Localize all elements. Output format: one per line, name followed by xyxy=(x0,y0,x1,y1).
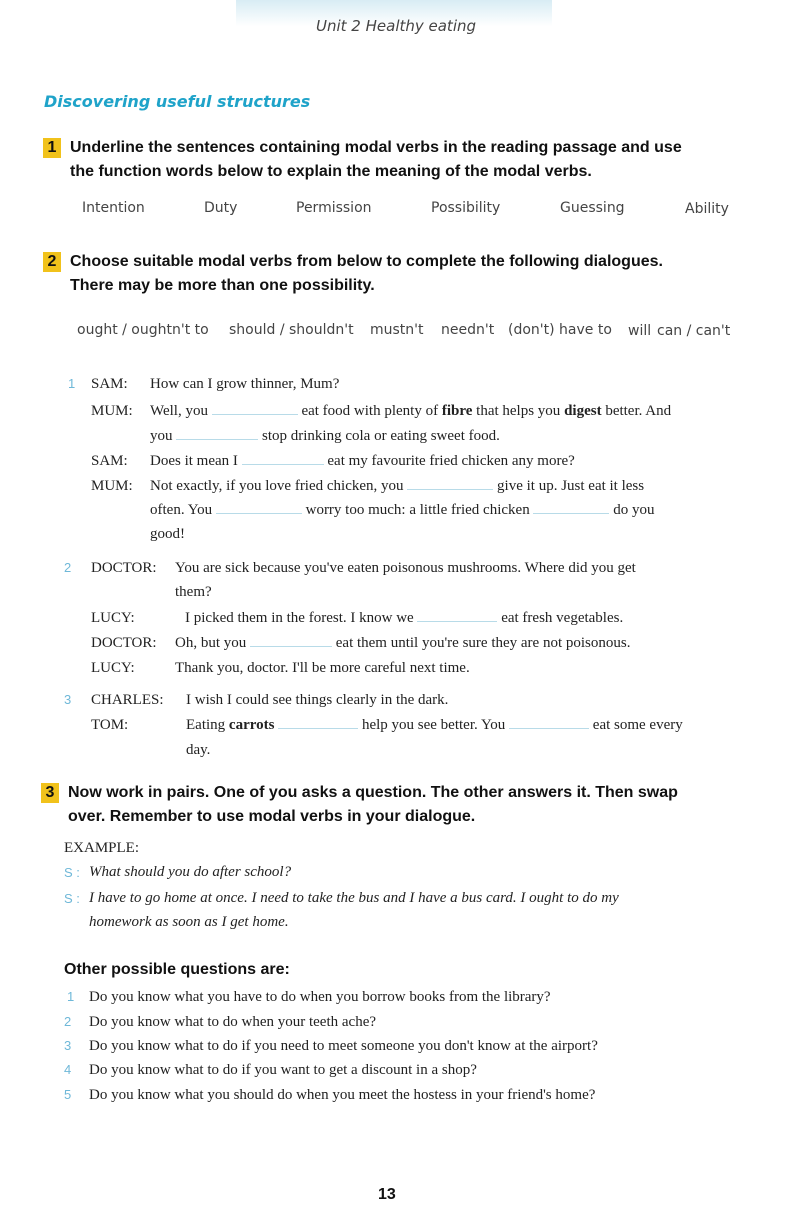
task-1-line-1: Underline the sentences containing modal verbs in the reading passage and use xyxy=(70,139,682,156)
dialogue-1-speaker-mum: MUM: xyxy=(91,403,133,419)
text-segment: you xyxy=(150,428,173,444)
modal-verb-6: will xyxy=(628,323,652,339)
answer-blank[interactable] xyxy=(176,425,258,440)
question-number-1: 1 xyxy=(67,989,75,1004)
function-word-1: Intention xyxy=(82,200,145,216)
task-1-instruction xyxy=(47,136,770,184)
dialogue-3-line-2 xyxy=(186,713,683,738)
dialogue-1-line-5 xyxy=(150,474,644,499)
answer-blank[interactable] xyxy=(509,714,589,729)
question-number-3: 3 xyxy=(64,1038,72,1053)
colon: : xyxy=(72,865,80,880)
answer-blank[interactable] xyxy=(212,400,298,415)
answer-blank[interactable] xyxy=(216,499,302,514)
function-word-2: Duty xyxy=(204,200,238,216)
question-2: Do you know what to do when your teeth ache? xyxy=(89,1014,377,1030)
text-segment: do you xyxy=(613,502,655,518)
dialogue-2-line-2: them? xyxy=(175,584,212,600)
dialogue-3-number: 3 xyxy=(64,692,72,707)
dialogue-2-line-4 xyxy=(175,631,630,656)
bold-word-digest: digest xyxy=(564,403,602,419)
text-segment: Eating xyxy=(186,717,226,733)
text-segment: help you see better. You xyxy=(361,717,506,733)
function-word-5: Guessing xyxy=(560,200,625,216)
text-segment: Does it mean I xyxy=(150,453,238,469)
text-segment: better. And xyxy=(605,403,672,419)
dialogue-1-speaker-sam-2: SAM: xyxy=(91,453,128,469)
question-4: Do you know what to do if you want to get a discount in a shop? xyxy=(89,1062,477,1078)
answer-blank[interactable] xyxy=(250,632,332,647)
text-segment: eat food with plenty of xyxy=(301,403,439,419)
dialogue-3-line-1: I wish I could see things clearly in the dark. xyxy=(186,692,449,708)
modal-verb-2: should / shouldn't xyxy=(229,322,354,338)
text-segment: eat my favourite fried chicken any more? xyxy=(327,453,575,469)
task-2-instruction xyxy=(47,250,770,298)
task-1-line-2: the function words below to explain the meaning of the modal verbs. xyxy=(70,163,592,180)
dialogue-1-speaker-sam: SAM: xyxy=(91,376,128,392)
task-3-instruction xyxy=(45,781,778,829)
question-number-4: 4 xyxy=(64,1062,72,1077)
dialogue-2-number: 2 xyxy=(64,560,72,575)
example-answer-line-2: homework as soon as I get home. xyxy=(89,914,289,930)
dialogue-2-line-3 xyxy=(185,606,623,631)
dialogue-2-line-5: Thank you, doctor. I'll be more careful next time. xyxy=(175,660,470,676)
question-5: Do you know what you should do when you meet the hostess in your friend's home? xyxy=(89,1087,596,1103)
text-segment: Not exactly, if you love fried chicken, you xyxy=(150,478,404,494)
task-2-number: 2 xyxy=(43,252,61,272)
text-segment: stop drinking cola or eating sweet food. xyxy=(262,428,500,444)
unit-title: Unit 2 Healthy eating xyxy=(316,17,477,35)
text-segment: eat them until you're sure they are not poisonous. xyxy=(335,635,631,651)
function-word-6: Ability xyxy=(685,201,729,217)
modal-verb-4: needn't xyxy=(441,322,495,338)
dialogue-1-line-7: good! xyxy=(150,526,185,542)
task-3-line-1: Now work in pairs. One of you asks a question. The other answers it. Then swap xyxy=(68,784,678,801)
modal-verb-3: mustn't xyxy=(370,322,424,338)
answer-blank[interactable] xyxy=(407,475,493,490)
text-segment: often. You xyxy=(150,502,213,518)
function-word-4: Possibility xyxy=(431,200,501,216)
text-segment: eat fresh vegetables. xyxy=(501,610,624,626)
bold-word-fibre: fibre xyxy=(441,403,473,419)
text-segment: Oh, but you xyxy=(175,635,247,651)
speaker-s-label: S xyxy=(64,865,73,880)
dialogue-2-speaker-lucy: LUCY: xyxy=(91,610,135,626)
bold-word-carrots: carrots xyxy=(228,717,275,733)
answer-blank[interactable] xyxy=(417,607,497,622)
answer-blank[interactable] xyxy=(278,714,358,729)
answer-blank[interactable] xyxy=(242,450,324,465)
task-2-line-2: There may be more than one possibility. xyxy=(70,277,375,294)
task-1-number: 1 xyxy=(43,138,61,158)
modal-verb-1: ought / oughtn't to xyxy=(77,322,209,338)
dialogue-1-line-2 xyxy=(150,399,671,424)
question-number-5: 5 xyxy=(64,1087,72,1102)
dialogue-1-line-4 xyxy=(150,449,575,474)
example-line-1 xyxy=(64,860,80,886)
question-3: Do you know what to do if you need to meet someone you don't know at the airport? xyxy=(89,1038,598,1054)
example-line-2 xyxy=(64,886,80,912)
dialogue-3-speaker-charles: CHARLES: xyxy=(91,692,164,708)
colon: : xyxy=(72,891,80,906)
example-answer-line-1: I have to go home at once. I need to take the bus and I have a bus card. I ought to do my xyxy=(89,890,619,906)
text-segment: that helps you xyxy=(476,403,561,419)
dialogue-2-speaker-doctor-2: DOCTOR: xyxy=(91,635,157,651)
dialogue-1-number: 1 xyxy=(68,376,76,391)
modal-verb-5: (don't) have to xyxy=(508,322,612,338)
task-3-line-2: over. Remember to use modal verbs in your dialogue. xyxy=(68,808,476,825)
section-heading: Discovering useful structures xyxy=(44,92,311,111)
task-3-number: 3 xyxy=(41,783,59,803)
text-segment: Well, you xyxy=(150,403,208,419)
dialogue-3-speaker-tom: TOM: xyxy=(91,717,129,733)
dialogue-3-line-3: day. xyxy=(186,742,211,758)
text-segment: give it up. Just eat it less xyxy=(497,478,645,494)
dialogue-1-line-6 xyxy=(150,498,654,523)
speaker-s-label: S xyxy=(64,891,73,906)
question-1: Do you know what you have to do when you borrow books from the library? xyxy=(89,989,551,1005)
text-segment: eat some every xyxy=(592,717,683,733)
dialogue-1-line-1: How can I grow thinner, Mum? xyxy=(150,376,340,392)
answer-blank[interactable] xyxy=(533,499,609,514)
dialogue-1-speaker-mum-2: MUM: xyxy=(91,478,133,494)
page-number: 13 xyxy=(378,1186,396,1203)
example-label: EXAMPLE: xyxy=(64,840,139,856)
dialogue-2-speaker-lucy-2: LUCY: xyxy=(91,660,135,676)
text-segment: worry too much: a little fried chicken xyxy=(305,502,530,518)
question-number-2: 2 xyxy=(64,1014,72,1029)
example-question: What should you do after school? xyxy=(89,864,292,880)
other-questions-title: Other possible questions are: xyxy=(64,961,290,978)
text-segment: I picked them in the forest. I know we xyxy=(185,610,414,626)
dialogue-2-line-1: You are sick because you've eaten poisonous mushrooms. Where did you get xyxy=(175,560,636,576)
dialogue-1-line-3 xyxy=(150,424,500,449)
function-word-3: Permission xyxy=(296,200,372,216)
modal-verb-7: can / can't xyxy=(657,323,731,339)
dialogue-2-speaker-doctor: DOCTOR: xyxy=(91,560,157,576)
task-2-line-1: Choose suitable modal verbs from below to complete the following dialogues. xyxy=(70,253,663,270)
